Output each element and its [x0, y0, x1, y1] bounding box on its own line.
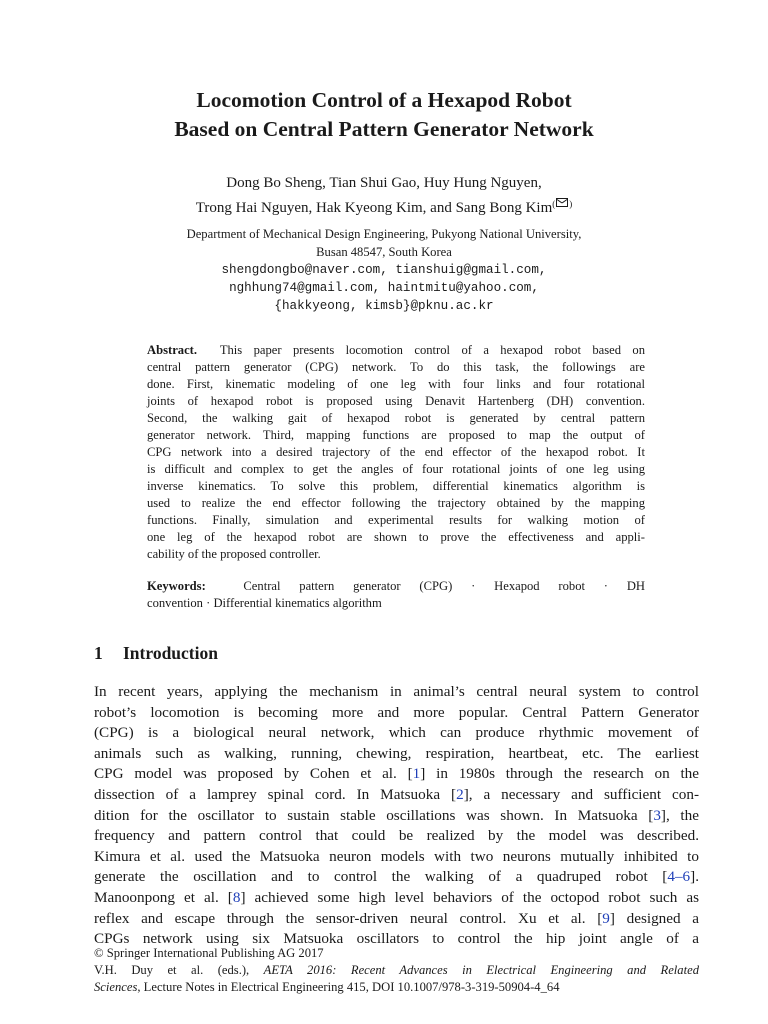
keywords-line-2: convention · Differential kinematics algorithm: [147, 596, 382, 610]
citation-link[interactable]: 8: [232, 888, 241, 906]
body-line: dissection of a lamprey spinal cord. In Matsuoka [2], a necessary and sufficient con-: [94, 785, 700, 803]
body-line: Manoonpong et al. [8] achieved some high level behaviors of the octopod robot such as: [94, 888, 699, 906]
section-heading: [94, 643, 218, 664]
section-number: 1: [94, 643, 103, 663]
affiliation-block: [60, 225, 708, 315]
footer-note: [94, 945, 699, 996]
abstract-line: joints of hexapod robot is proposed using Denavit Hartenberg (DH) convention.: [147, 394, 645, 408]
body-line: dition for the oscillator to sustain stable oscillations was shown. In Matsuoka [3], the: [94, 806, 699, 824]
introduction-paragraph: [94, 682, 699, 950]
abstract-line: Second, the walking gait of hexapod robot is generated by central pattern: [147, 411, 645, 425]
body-line: (CPG) is a biological neural network, which can produce rhythmic movement of: [94, 724, 699, 742]
citation-link[interactable]: 4–6: [667, 868, 691, 886]
abstract-line: one leg of the hexapod robot are shown to prove the effectiveness and appli-: [147, 530, 645, 544]
body-line: CPGs network using six Matsuoka oscillators to control the hip joint angle of a: [94, 930, 699, 948]
body-line: generate the oscillation and to control the walking of a quadruped robot [4–6].: [94, 868, 699, 886]
abstract-line: used to realize the end effector following the trajectory obtained by the mapping: [147, 496, 645, 510]
abstract-line: inverse kinematics. To solve this problem, differential kinematics algorithm is: [147, 479, 645, 493]
authors-line-1: Dong Bo Sheng, Tian Shui Gao, Huy Hung Nguyen,: [226, 175, 542, 191]
body-line: In recent years, applying the mechanism in animal’s central neural system to control: [94, 683, 699, 700]
footer-line-2: V.H. Duy et al. (eds.), AETA 2016: Recent Advances in Electrical Engineering and Related: [94, 963, 699, 977]
section-title: Introduction: [123, 643, 218, 663]
body-line: reflex and escape through the sensor-driven neural control. Xu et al. [9] designed a: [94, 909, 699, 927]
title-line-2: Based on Central Pattern Generator Network: [174, 117, 594, 141]
keywords-label: Keywords:: [147, 579, 206, 593]
email-line-1[interactable]: shengdongbo@naver.com, tianshuig@gmail.com,: [221, 263, 547, 277]
citation-link[interactable]: 2: [456, 785, 464, 803]
body-line: animals such as walking, running, chewing, respiration, heartbeat, etc. The earliest: [94, 744, 699, 762]
abstract-line: CPG network into a desired trajectory of the end effector of the hexapod robot. It: [147, 445, 645, 459]
body-line: CPG model was proposed by Cohen et al. [1] in 1980s through the research on the: [94, 765, 700, 783]
citation-link[interactable]: 1: [412, 765, 421, 783]
body-line: frequency and pattern control that could be realized by the model was described.: [94, 827, 699, 845]
title-line-1: Locomotion Control of a Hexapod Robot: [196, 88, 572, 112]
affiliation-line-2: Busan 48547, South Korea: [316, 245, 452, 259]
citation-link[interactable]: 9: [602, 909, 610, 927]
citation-link[interactable]: 3: [653, 806, 661, 824]
abstract: [147, 342, 645, 563]
footer-line-3: Sciences, Lecture Notes in Electrical Engineering 415, DOI 10.1007/978-3-319-50904-4_64: [94, 980, 560, 994]
email-line-2[interactable]: nghhung74@gmail.com, haintmitu@yahoo.com,: [229, 281, 539, 295]
abstract-line: is difficult and complex to get the angles of four rotational joints of one leg using: [147, 462, 645, 476]
envelope-icon: [556, 198, 568, 207]
abstract-line: functions. Finally, simulation and experimental results for walking motion of: [147, 513, 645, 527]
body-line: Kimura et al. used the Matsuoka neuron models with two neurons mutually inhibited to: [94, 847, 699, 865]
abstract-line: done. First, kinematic modeling of one leg with four links and four rotational: [147, 377, 645, 391]
keywords: [147, 578, 645, 612]
email-line-3[interactable]: {hakkyeong, kimsb}@pknu.ac.kr: [274, 299, 494, 313]
keywords-line-1: Keywords: Central pattern generator (CPG) · Hexapod robot · DH: [147, 579, 646, 593]
abstract-line: Abstract. This paper presents locomotion control of a hexapod robot based on: [147, 343, 646, 357]
abstract-line: central pattern generator (CPG) network. To do this task, the followings are: [147, 360, 645, 374]
body-line: robot’s locomotion is becoming more and more popular. Central Pattern Generator: [94, 703, 699, 721]
paper-title: [60, 86, 708, 144]
abstract-line: cability of the proposed controller.: [147, 547, 321, 561]
affiliation-line-1: Department of Mechanical Design Engineering, Pukyong National University,: [186, 227, 582, 241]
abstract-label: Abstract.: [147, 343, 198, 357]
author-list: [60, 173, 708, 219]
authors-line-2-text: Trong Hai Nguyen, Hak Kyeong Kim, and Sang Bong Kim: [195, 200, 553, 216]
footer-copyright: © Springer International Publishing AG 2017: [94, 946, 324, 960]
authors-line-2: Trong Hai Nguyen, Hak Kyeong Kim, and Sang Bong Kim( ): [195, 199, 573, 216]
abstract-line: generator network. Third, mapping functions are proposed to map the output of: [147, 428, 645, 442]
